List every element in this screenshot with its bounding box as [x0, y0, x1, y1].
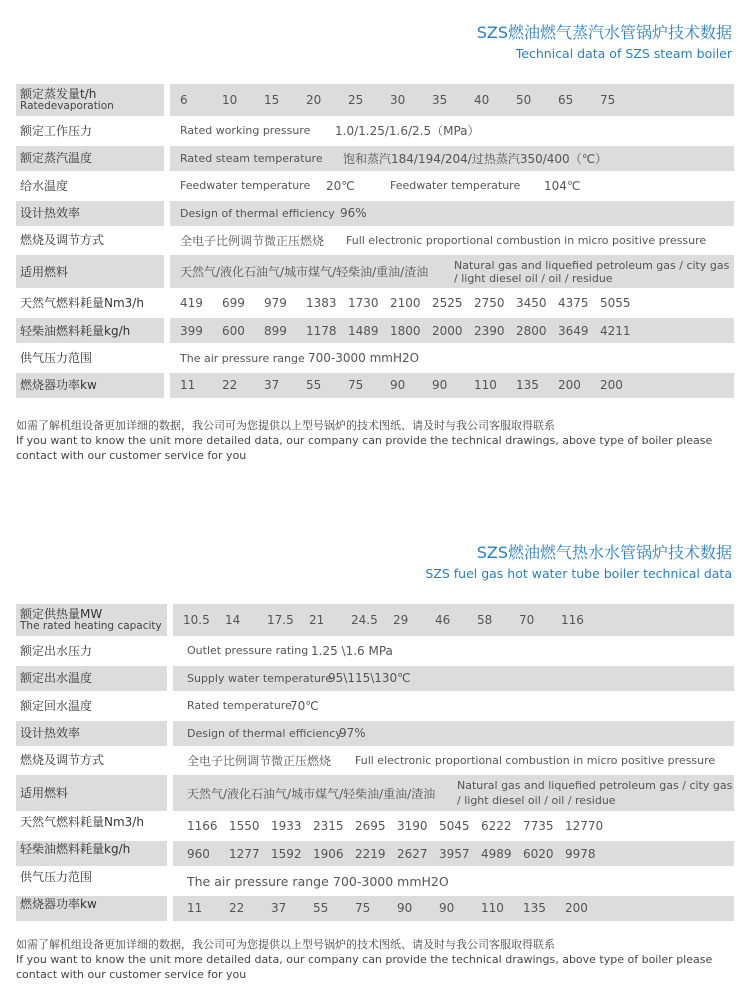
value-cell: 200 — [600, 378, 623, 393]
value-cell: 70 — [519, 613, 535, 627]
value-cell: 75 — [355, 901, 371, 916]
row-label: 燃烧及调节方式 — [20, 753, 105, 768]
value-cell: 1933 — [271, 819, 302, 834]
row-gas-consumption — [16, 291, 734, 316]
row-supply-temperature — [16, 666, 734, 691]
row-oil-consumption — [16, 318, 734, 343]
value-cell: 2219 — [355, 846, 386, 861]
value-cell: 6222 — [481, 819, 512, 834]
row-label: 天然气燃料耗量Nm3/h — [20, 296, 144, 311]
row-cn-value: 全电子比例调节微正压燃烧 — [180, 233, 325, 248]
row-steam-temperature — [16, 146, 734, 171]
value-cell: 399 — [180, 323, 203, 338]
row-values — [170, 318, 734, 343]
row-en-value: Natural gas and liquefied petroleum gas / city gas / light diesel oil / oil / residue — [457, 779, 733, 808]
row-label: 轻柴油燃料耗量kg/h — [16, 841, 167, 866]
value-cell: 1277 — [229, 846, 260, 861]
row-en-value: Natural gas and liquefied petroleum gas / city gas / light diesel oil / oil / residue — [454, 258, 730, 285]
value-cell: 37 — [264, 378, 280, 393]
row-value: 96% — [340, 206, 367, 221]
value-cell: 3957 — [439, 846, 470, 861]
value-cell: 5045 — [439, 819, 470, 834]
value-cell: 25 — [348, 93, 364, 107]
value-cell: 135 — [523, 901, 546, 916]
row-oil-consumption — [16, 841, 734, 866]
value-cell: 2627 — [397, 846, 428, 861]
row-combustion-mode — [16, 748, 734, 773]
value-cell: 21 — [309, 613, 325, 627]
row-en-label: Rated steam temperature — [180, 151, 323, 165]
value-cell: 12770 — [565, 819, 604, 834]
row-label: 天然气燃料耗量Nm3/h — [20, 814, 144, 829]
value-cell: 9978 — [565, 846, 596, 861]
row-value: 97% — [339, 726, 366, 741]
value-cell: 75 — [600, 93, 616, 107]
value-cell: 40 — [474, 93, 490, 107]
hot-water-boiler-title-en: SZS fuel gas hot water tube boiler technical data — [425, 566, 732, 581]
value-cell: 1383 — [306, 296, 337, 311]
row-thermal-efficiency — [16, 201, 734, 226]
row-label: 供气压力范围 — [20, 869, 93, 884]
value-cell: 90 — [390, 378, 406, 393]
value-cell: 11 — [187, 901, 203, 916]
row-label: 额定回水温度 — [20, 698, 93, 713]
row-cn-value: 天然气/液化石油气/城市煤气/轻柴油/重油/渣油 — [180, 265, 429, 280]
row-label: 额定供热量MW — [20, 607, 103, 621]
row-values — [173, 814, 734, 839]
row-label: 燃烧器功率kw — [16, 896, 167, 921]
value-cell: 1178 — [306, 323, 337, 338]
note-en: If you want to know the unit more detailed data, our company can provide the technical drawings, above type of boiler please contact with our customer service for you — [16, 434, 713, 462]
value-cell: 200 — [565, 901, 588, 916]
value-cell: 2800 — [516, 323, 547, 338]
value-cell: 58 — [477, 613, 493, 627]
row-values — [170, 291, 734, 316]
value-cell: 116 — [561, 613, 584, 627]
row-label-sub: The rated heating capacity — [20, 620, 162, 632]
value-cell: 11 — [180, 378, 196, 393]
value-cell: 110 — [474, 378, 497, 393]
row-values — [173, 604, 734, 636]
value-cell: 2695 — [355, 819, 386, 834]
row-label-sub: Ratedevaporation — [20, 100, 114, 112]
row-label: 设计热效率 — [16, 201, 164, 226]
steam-boiler-title-en: Technical data of SZS steam boiler — [515, 46, 732, 61]
value-cell: 2525 — [432, 296, 463, 311]
value-cell: 10.5 — [183, 613, 210, 627]
value-cell: 75 — [348, 378, 364, 393]
value-cell: 55 — [306, 378, 322, 393]
row-en-label: The air pressure range — [187, 873, 329, 889]
value-cell: 699 — [222, 296, 245, 311]
row-label: 额定出水压力 — [20, 643, 93, 658]
value-cell: 20 — [306, 93, 322, 107]
row-value: 1.0/1.25/1.6/2.5（MPa） — [335, 124, 480, 139]
row-values — [173, 896, 734, 921]
value-cell: 30 — [390, 93, 406, 107]
row-label: 额定出水温度 — [16, 666, 167, 691]
value-cell: 15 — [264, 93, 280, 107]
value-cell: 14 — [225, 613, 241, 627]
value-cell: 1800 — [390, 323, 421, 338]
value-cell: 17.5 — [267, 613, 294, 627]
value-cell: 55 — [313, 901, 329, 916]
value-cell: 7735 — [523, 819, 554, 834]
value-cell: 4211 — [600, 323, 631, 338]
value-cell: 200 — [558, 378, 581, 393]
value-cell: 29 — [393, 613, 409, 627]
value-cell: 4989 — [481, 846, 512, 861]
row-fuel — [16, 255, 734, 288]
value-cell: 3190 — [397, 819, 428, 834]
row-thermal-efficiency — [16, 721, 734, 746]
row-en-label: Outlet pressure rating — [187, 644, 309, 658]
row-label: 设计热效率 — [16, 721, 167, 746]
value-cell: 2750 — [474, 296, 505, 311]
row-label: 给水温度 — [20, 178, 69, 193]
value-cell: 22 — [222, 378, 238, 393]
row-en-label: Rated temperature — [187, 699, 292, 713]
value-cell: 1906 — [313, 846, 344, 861]
value-cell: 10 — [222, 93, 238, 107]
row-label: 额定蒸发量t/h — [20, 87, 97, 101]
value-cell: 600 — [222, 323, 245, 338]
row-value-2: 104℃ — [544, 178, 581, 193]
row-en-label: Feedwater temperature — [180, 179, 311, 193]
row-air-pressure — [16, 869, 734, 894]
row-label: 额定蒸汽温度 — [16, 146, 164, 171]
row-values — [170, 84, 734, 116]
steam-boiler-table — [16, 84, 734, 400]
value-cell: 960 — [187, 846, 210, 861]
value-cell: 6 — [180, 93, 188, 107]
value-cell: 90 — [439, 901, 455, 916]
row-en-label: Design of thermal efficiency — [180, 206, 335, 220]
row-en-value: Full electronic proportional combustion in micro positive pressure — [346, 233, 707, 247]
value-cell: 419 — [180, 296, 203, 311]
value-cell: 110 — [481, 901, 504, 916]
row-value: 700-3000 mmH2O — [308, 351, 420, 366]
row-en-label: The air pressure range — [180, 351, 305, 365]
value-cell: 979 — [264, 296, 287, 311]
row-label: 燃烧器功率kw — [16, 373, 164, 398]
value-cell: 90 — [432, 378, 448, 393]
row-heating-capacity — [16, 604, 734, 636]
row-values — [173, 841, 734, 866]
row-cn-value: 天然气/液化石油气/城市煤气/轻柴油/重油/渣油 — [187, 786, 436, 801]
value-cell: 35 — [432, 93, 448, 107]
value-cell: 2390 — [474, 323, 505, 338]
row-burner-power — [16, 373, 734, 398]
value-cell: 46 — [435, 613, 451, 627]
value-cell: 22 — [229, 901, 245, 916]
row-value: 70℃ — [290, 698, 319, 713]
row-label: 适用燃料 — [16, 255, 164, 288]
row-en-label: Supply water temperature — [187, 671, 332, 685]
hot-water-boiler-table — [16, 604, 734, 923]
value-cell: 24.5 — [351, 613, 378, 627]
hot-water-boiler-note — [16, 937, 734, 982]
row-en-value: Full electronic proportional combustion in micro positive pressure — [355, 753, 716, 767]
row-values — [170, 373, 734, 398]
row-outlet-pressure — [16, 638, 734, 663]
row-combustion-mode — [16, 228, 734, 253]
value-cell: 5055 — [600, 296, 631, 311]
row-rated-evaporation — [16, 84, 734, 116]
value-cell: 1550 — [229, 819, 260, 834]
value-cell: 37 — [271, 901, 287, 916]
row-value: 700-3000 mmH2O — [333, 873, 449, 889]
note-en: If you want to know the unit more detailed data, our company can provide the technical drawings, above type of boiler please contact with our customer service for you — [16, 953, 713, 981]
row-label: 额定工作压力 — [20, 123, 93, 138]
value-cell: 1592 — [271, 846, 302, 861]
value-cell: 1730 — [348, 296, 379, 311]
row-label: 轻柴油燃料耗量kg/h — [16, 318, 164, 343]
row-label: 供气压力范围 — [20, 351, 93, 366]
row-gas-consumption — [16, 814, 734, 839]
hot-water-boiler-title-cn: SZS燃油燃气热水水管锅炉技术数据 — [476, 543, 732, 562]
row-cn-value: 全电子比例调节微正压燃烧 — [187, 753, 332, 768]
row-label: 燃烧及调节方式 — [20, 233, 105, 248]
value-cell: 6020 — [523, 846, 554, 861]
row-value: 20℃ — [326, 178, 355, 193]
row-fuel — [16, 775, 734, 811]
value-cell: 1166 — [187, 819, 218, 834]
row-burner-power — [16, 896, 734, 921]
row-en-label-2: Feedwater temperature — [390, 179, 521, 193]
value-cell: 2000 — [432, 323, 463, 338]
row-value: 饱和蒸汽184/194/204/过热蒸汽350/400（℃） — [343, 151, 608, 166]
row-en-label: Design of thermal efficiency — [187, 726, 342, 740]
value-cell: 50 — [516, 93, 532, 107]
row-air-pressure — [16, 346, 734, 371]
row-working-pressure — [16, 118, 734, 143]
row-value: 95\115\130℃ — [328, 671, 411, 686]
value-cell: 65 — [558, 93, 574, 107]
value-cell: 3649 — [558, 323, 589, 338]
steam-boiler-title-cn: SZS燃油燃气蒸汽水管锅炉技术数据 — [476, 23, 732, 42]
note-cn: 如需了解机组设备更加详细的数据，我公司可为您提供以上型号锅炉的技术图纸、请及时与我公司客服取得联系 — [16, 938, 555, 951]
value-cell: 899 — [264, 323, 287, 338]
value-cell: 1489 — [348, 323, 379, 338]
value-cell: 135 — [516, 378, 539, 393]
row-label: 适用燃料 — [16, 775, 167, 811]
value-cell: 90 — [397, 901, 413, 916]
row-en-label: Rated working pressure — [180, 124, 311, 138]
value-cell: 3450 — [516, 296, 547, 311]
row-return-temperature — [16, 693, 734, 718]
steam-boiler-note — [16, 418, 734, 463]
note-cn: 如需了解机组设备更加详细的数据，我公司可为您提供以上型号锅炉的技术图纸、请及时与我公司客服取得联系 — [16, 419, 555, 432]
row-feedwater-temperature — [16, 173, 734, 198]
row-value: 1.25 \1.6 MPa — [311, 643, 393, 658]
value-cell: 2100 — [390, 296, 421, 311]
value-cell: 2315 — [313, 819, 344, 834]
value-cell: 4375 — [558, 296, 589, 311]
